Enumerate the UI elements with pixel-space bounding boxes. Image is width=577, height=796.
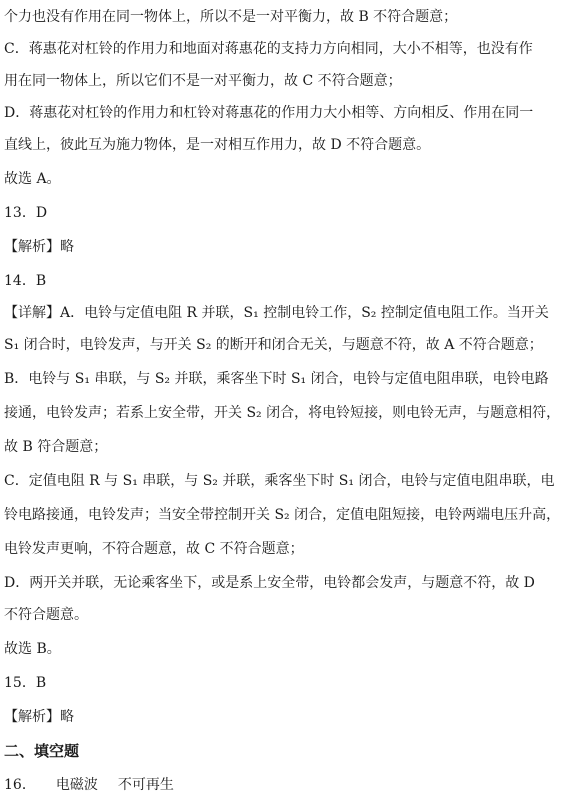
text-line: C．定值电阻 R 与 S₁ 串联，与 S₂ 并联，乘客坐下时 S₁ 闭合，电铃与定值电阻串联，电 bbox=[4, 473, 555, 489]
text-line: C．蒋惠花对杠铃的作用力和地面对蒋惠花的支持力方向相同，大小不相等，也没有作 bbox=[4, 41, 533, 57]
text-line: 故 B 符合题意； bbox=[4, 439, 108, 455]
text-line: 故选 A。 bbox=[4, 171, 61, 187]
text-line: D．蒋惠花对杠铃的作用力和杠铃对蒋惠花的作用力大小相等、方向相反、作用在同一 bbox=[4, 105, 534, 121]
text-line: S₁ 闭合时，电铃发声，与开关 S₂ 的断开和闭合无关，与题意不符，故 A 不符合题意； bbox=[4, 337, 543, 353]
text-line: 故选 B。 bbox=[4, 641, 61, 657]
answer-blank-1: 电磁波 bbox=[55, 777, 98, 793]
text-line: 个力也没有作用在同一物体上，所以不是一对平衡力，故 B 不符合题意； bbox=[4, 9, 458, 25]
section-heading: 二、填空题 bbox=[4, 742, 80, 760]
answer-line: 13．D bbox=[4, 205, 48, 221]
text-line: 【详解】A．电铃与定值电阻 R 并联，S₁ 控制电铃工作，S₂ 控制定值电阻工作。当开关 bbox=[4, 305, 549, 321]
answer-line: 14．B bbox=[4, 273, 47, 289]
text-line: D．两开关并联，无论乘客坐下，或是系上安全带，电铃都会发声，与题意不符，故 D bbox=[4, 575, 535, 591]
analysis-line: 【解析】略 bbox=[4, 239, 74, 255]
question-number: 16． bbox=[4, 777, 36, 793]
text-line: 接通，电铃发声；若系上安全带，开关 S₂ 闭合，将电铃短接，则电铃无声，与题意相符， bbox=[4, 405, 561, 421]
text-line: 电铃发声更响，不符合题意，故 C 不符合题意； bbox=[4, 541, 304, 557]
text-line: 用在同一物体上，所以它们不是一对平衡力，故 C 不符合题意； bbox=[4, 73, 402, 89]
text-line: 不符合题意。 bbox=[4, 607, 88, 623]
answer-blank-2: 不可再生 bbox=[117, 777, 174, 793]
text-line: B．电铃与 S₁ 串联，与 S₂ 并联，乘客坐下时 S₁ 闭合，电铃与定值电阻串联，电铃电路 bbox=[4, 371, 549, 387]
question-16-line bbox=[4, 774, 174, 796]
answer-line: 15．B bbox=[4, 675, 47, 691]
text-line: 铃电路接通，电铃发声；当安全带控制开关 S₂ 闭合，定值电阻短接，电铃两端电压升高， bbox=[4, 507, 561, 523]
text-line: 直线上，彼此互为施力物体，是一对相互作用力，故 D 不符合题意。 bbox=[4, 137, 431, 153]
analysis-line: 【解析】略 bbox=[4, 709, 74, 725]
